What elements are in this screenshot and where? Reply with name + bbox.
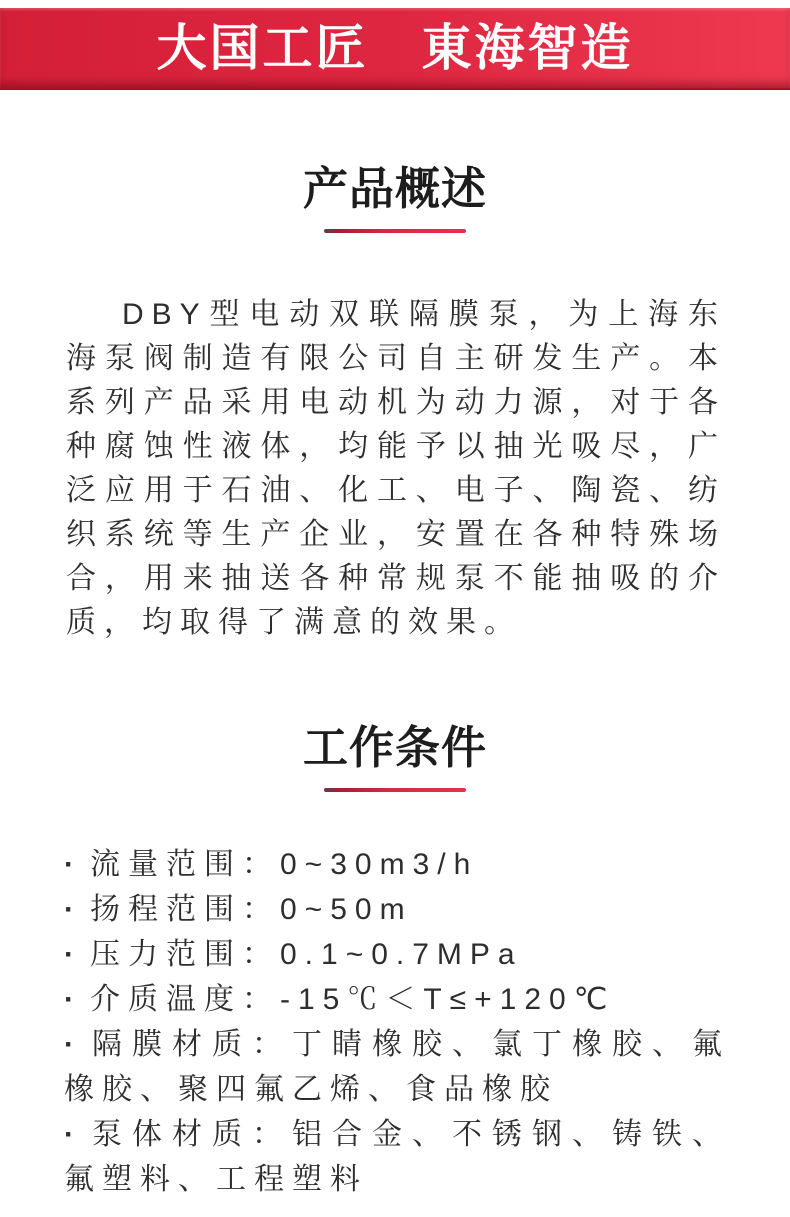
header-banner — [0, 8, 790, 90]
bullet-icon: · — [64, 893, 74, 926]
spec-item-text: 介质温度：-15℃＜T≤+120℃ — [90, 983, 616, 1016]
overview-heading: 产品概述 — [302, 163, 487, 214]
overview-section — [0, 163, 790, 645]
spec-item-diaphragm-material — [64, 1022, 730, 1112]
conditions-heading: 工作条件 — [302, 722, 487, 773]
spec-item-text: 隔膜材质：丁睛橡胶、氯丁橡胶、氟橡胶、聚四氟乙烯、食品橡胶 — [64, 1028, 730, 1106]
spec-item-head-range — [64, 887, 730, 932]
spec-item-text: 压力范围：0.1~0.7MPa — [90, 938, 523, 971]
heading-underline — [324, 788, 466, 792]
bullet-icon: · — [64, 938, 74, 971]
overview-paragraph: DBY型电动双联隔膜泵，为上海东海泵阀制造有限公司自主研发生产。本系列产品采用电动机为动力源，对于各种腐蚀性液体，均能予以抽光吸尽，广泛应用于石油、化工、电子、陶瓷、纺织系统等生产企业，安置在各种特殊场合，用来抽送各种常规泵不能抽吸的介质，均取得了满意的效果。 — [66, 298, 726, 639]
spec-item-text: 泵体材质：铝合金、不锈钢、铸铁、氟塑料、工程塑料 — [64, 1118, 730, 1196]
spec-item-text: 流量范围：0~30m3/h — [90, 848, 479, 881]
spec-item-medium-temperature — [64, 977, 730, 1022]
conditions-section — [0, 722, 790, 1202]
spec-list — [64, 842, 730, 1202]
bullet-icon: · — [64, 983, 74, 1016]
spec-item-pump-body-material — [64, 1112, 730, 1202]
heading-underline — [324, 229, 466, 233]
bullet-icon: · — [64, 848, 74, 881]
bullet-icon: · — [64, 1028, 74, 1061]
bullet-icon: · — [64, 1118, 74, 1151]
banner-title: 大国工匠 東海智造 — [156, 20, 634, 76]
spec-item-pressure-range — [64, 932, 730, 977]
spec-item-text: 扬程范围：0~50m — [90, 893, 413, 926]
spec-item-flow-range — [64, 842, 730, 887]
